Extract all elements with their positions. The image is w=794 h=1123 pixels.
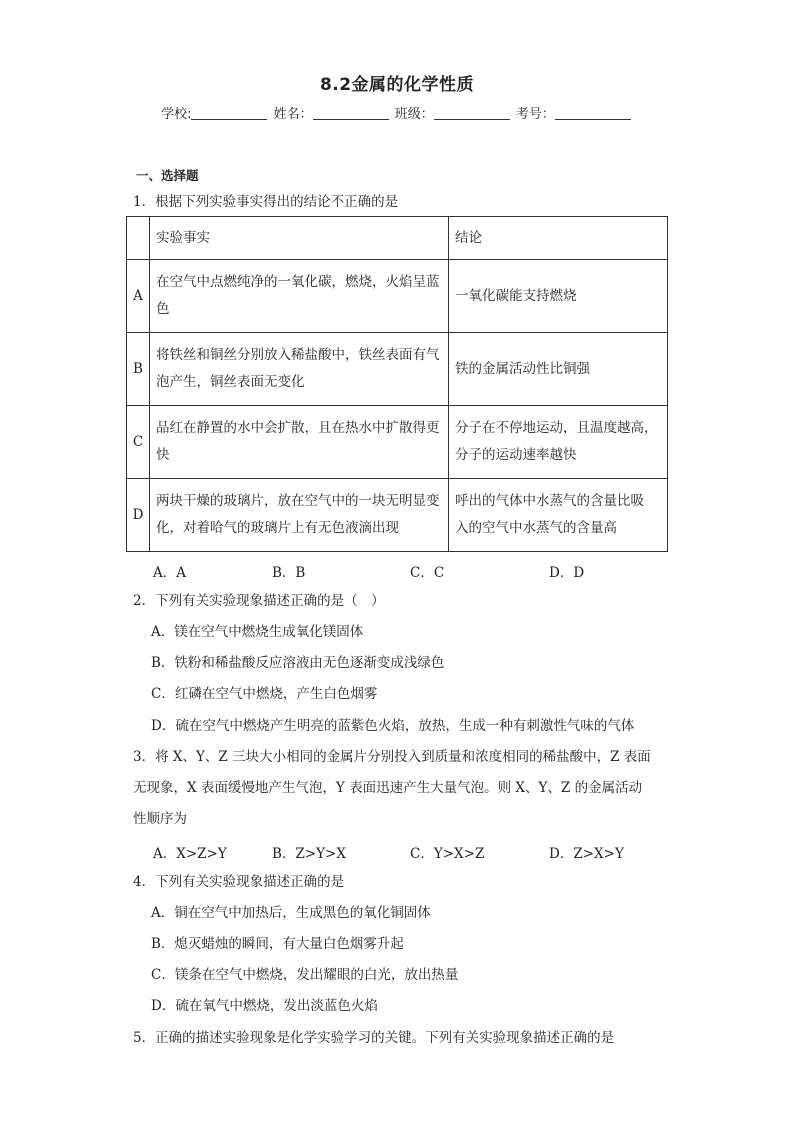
page-title: 8.2金属的化学性质 [319, 75, 475, 95]
exam-number-blank[interactable] [555, 107, 631, 120]
table-header-conclusion: 结论 [449, 217, 668, 260]
exam-number-label: 考号： [515, 107, 555, 122]
q4-option-b[interactable]: B．熄灭蜡烛的瞬间，有大量白色烟雾升起 [151, 936, 404, 952]
q3-stem-line-2: 无现象，X 表面缓慢地产生气泡，Y 表面迅速产生大量气泡。则 X、Y、Z 的金属活动 [133, 780, 643, 796]
q3-option-d[interactable]: D．Z>X>Y [549, 846, 624, 862]
row-letter: D [127, 479, 150, 552]
row-conclusion: 呼出的气体中水蒸气的含量比吸 入的空气中水蒸气的含量高 [449, 479, 668, 552]
school-blank[interactable] [191, 107, 267, 120]
q1-table-header-row [127, 217, 668, 260]
row-fact: 将铁丝和铜丝分别放入稀盐酸中，铁丝表面有气 泡产生，铜丝表面无变化 [150, 333, 449, 406]
q3-option-b[interactable]: B．Z>Y>X [272, 846, 346, 862]
class-label: 班级： [394, 107, 434, 122]
q1-option-d[interactable]: D．D [549, 565, 585, 581]
q3-stem-line-1: 3．将 X、Y、Z 三块大小相同的金属片分别投入到质量和浓度相同的稀盐酸中，Z 表面 [133, 749, 651, 765]
q1-option-a[interactable]: A．A [153, 565, 186, 581]
q3-option-a[interactable]: A．X>Z>Y [153, 846, 227, 862]
q3-options [0, 842, 794, 862]
name-label: 姓名： [273, 107, 313, 122]
row-fact: 在空气中点燃纯净的一氧化碳，燃烧，火焰呈蓝 色 [150, 260, 449, 333]
q4-stem: 4．下列有关实验现象描述正确的是 [133, 874, 345, 890]
student-info-line [0, 103, 794, 122]
row-conclusion: 一氧化碳能支持燃烧 [449, 260, 668, 333]
table-row [127, 406, 668, 479]
q1-stem: 1．根据下列实验事实得出的结论不正确的是 [133, 194, 399, 210]
q1-table [126, 216, 668, 552]
q1-option-b[interactable]: B．B [272, 565, 306, 581]
q4-option-a[interactable]: A．铜在空气中加热后，生成黑色的氧化铜固体 [151, 905, 431, 921]
q2-option-d[interactable]: D．硫在空气中燃烧产生明亮的蓝紫色火焰，放热，生成一种有刺激性气味的气体 [151, 718, 635, 734]
row-conclusion: 分子在不停地运动，且温度越高， 分子的运动速率越快 [449, 406, 668, 479]
school-label: 学校: [161, 107, 192, 122]
row-letter: C [127, 406, 150, 479]
q3-option-c[interactable]: C．Y>X>Z [410, 846, 485, 862]
table-row [127, 479, 668, 552]
row-conclusion: 铁的金属活动性比铜强 [449, 333, 668, 406]
q2-option-b[interactable]: B．铁粉和稀盐酸反应溶液由无色逐渐变成浅绿色 [151, 655, 445, 671]
q4-option-c[interactable]: C．镁条在空气中燃烧，发出耀眼的白光，放出热量 [151, 967, 459, 983]
table-header-fact: 实验事实 [150, 217, 449, 260]
q1-option-c[interactable]: C．C [410, 565, 445, 581]
row-fact: 品红在静置的水中会扩散，且在热水中扩散得更 快 [150, 406, 449, 479]
section-heading: 一、选择题 [136, 168, 199, 183]
q2-option-a[interactable]: A．镁在空气中燃烧生成氧化镁固体 [151, 624, 364, 640]
table-corner-cell [127, 217, 150, 260]
table-row [127, 260, 668, 333]
class-blank[interactable] [434, 107, 510, 120]
row-fact: 两块干燥的玻璃片，放在空气中的一块无明显变 化，对着哈气的玻璃片上有无色液滴出现 [150, 479, 449, 552]
q1-options [0, 561, 794, 581]
q3-stem-line-3: 性顺序为 [133, 811, 187, 827]
q4-option-d[interactable]: D．硫在氧气中燃烧，发出淡蓝色火焰 [151, 998, 378, 1014]
row-letter: B [127, 333, 150, 406]
table-row [127, 333, 668, 406]
q5-stem: 5．正确的描述实验现象是化学实验学习的关键。下列有关实验现象描述正确的是 [133, 1030, 615, 1046]
row-letter: A [127, 260, 150, 333]
q2-option-c[interactable]: C．红磷在空气中燃烧，产生白色烟雾 [151, 686, 378, 702]
name-blank[interactable] [313, 107, 389, 120]
q2-stem: 2．下列有关实验现象描述正确的是（ ） [133, 593, 385, 609]
